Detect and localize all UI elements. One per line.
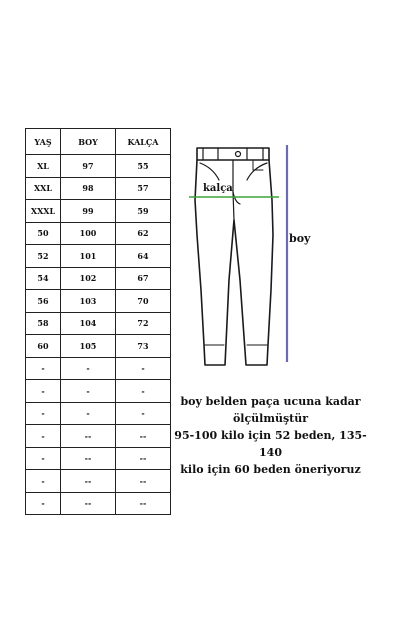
cell-hip: 70 xyxy=(116,290,171,313)
cell-length: 100 xyxy=(61,222,116,245)
cell-age: 58 xyxy=(26,312,61,335)
cell-hip: -- xyxy=(116,470,171,493)
cell-length: -- xyxy=(61,492,116,515)
cell-length: - xyxy=(61,380,116,403)
cell-hip: -- xyxy=(116,492,171,515)
table-row xyxy=(26,177,171,200)
cell-hip: 55 xyxy=(116,155,171,178)
table-header-row xyxy=(26,129,171,155)
cell-hip: 73 xyxy=(116,335,171,358)
cell-age: 50 xyxy=(26,222,61,245)
cell-age: XXXL xyxy=(26,200,61,223)
cell-hip: 57 xyxy=(116,177,171,200)
cell-age: XL xyxy=(26,155,61,178)
cell-age: 52 xyxy=(26,245,61,268)
cell-hip: -- xyxy=(116,425,171,448)
cell-length: 102 xyxy=(61,267,116,290)
cell-age: - xyxy=(26,425,61,448)
cell-age: - xyxy=(26,470,61,493)
cell-hip: 67 xyxy=(116,267,171,290)
cell-age: 56 xyxy=(26,290,61,313)
cell-length: -- xyxy=(61,425,116,448)
header-length: BOY xyxy=(61,129,116,155)
cell-age: 54 xyxy=(26,267,61,290)
note-line-4: kilo için 60 beden öneriyoruz xyxy=(180,463,361,476)
cell-length: - xyxy=(61,357,116,380)
cell-age: - xyxy=(26,357,61,380)
cell-hip: - xyxy=(116,402,171,425)
cell-length: 97 xyxy=(61,155,116,178)
cell-length: - xyxy=(61,402,116,425)
cell-length: -- xyxy=(61,470,116,493)
table-row xyxy=(26,380,171,403)
cell-age: - xyxy=(26,492,61,515)
table-row xyxy=(26,447,171,470)
cell-length: 101 xyxy=(61,245,116,268)
table-row xyxy=(26,222,171,245)
cell-length: 104 xyxy=(61,312,116,335)
cell-hip: 64 xyxy=(116,245,171,268)
note-line-2: ölçülmüştür xyxy=(232,412,309,425)
table-row xyxy=(26,470,171,493)
pants-diagram xyxy=(183,130,318,375)
table-row xyxy=(26,425,171,448)
header-age: YAŞ xyxy=(26,129,61,155)
table-row xyxy=(26,267,171,290)
cell-hip: - xyxy=(116,357,171,380)
table-row xyxy=(26,402,171,425)
length-label: boy xyxy=(289,232,311,245)
cell-age: - xyxy=(26,447,61,470)
note-line-3: 95-100 kilo için 52 beden, 135- 140 xyxy=(174,429,367,459)
cell-length: 99 xyxy=(61,200,116,223)
cell-length: 103 xyxy=(61,290,116,313)
cell-hip: 62 xyxy=(116,222,171,245)
cell-hip: - xyxy=(116,380,171,403)
cell-age: XXL xyxy=(26,177,61,200)
pants-waistband xyxy=(197,148,269,160)
hip-label: kalça xyxy=(203,183,233,194)
cell-hip: 59 xyxy=(116,200,171,223)
cell-length: 98 xyxy=(61,177,116,200)
table-row xyxy=(26,290,171,313)
size-table xyxy=(25,128,171,515)
cell-length: 105 xyxy=(61,335,116,358)
cell-age: - xyxy=(26,380,61,403)
note-line-1: boy belden paça ucuna kadar xyxy=(180,395,361,408)
table-row xyxy=(26,312,171,335)
table-row xyxy=(26,245,171,268)
cell-hip: 72 xyxy=(116,312,171,335)
table-row xyxy=(26,357,171,380)
table-row xyxy=(26,200,171,223)
table-body xyxy=(26,155,171,515)
table-row xyxy=(26,492,171,515)
header-hip: KALÇA xyxy=(116,129,171,155)
cell-hip: -- xyxy=(116,447,171,470)
cell-age: - xyxy=(26,402,61,425)
cell-length: -- xyxy=(61,447,116,470)
table-row xyxy=(26,335,171,358)
table-row xyxy=(26,155,171,178)
measurement-note xyxy=(168,393,373,478)
cell-age: 60 xyxy=(26,335,61,358)
